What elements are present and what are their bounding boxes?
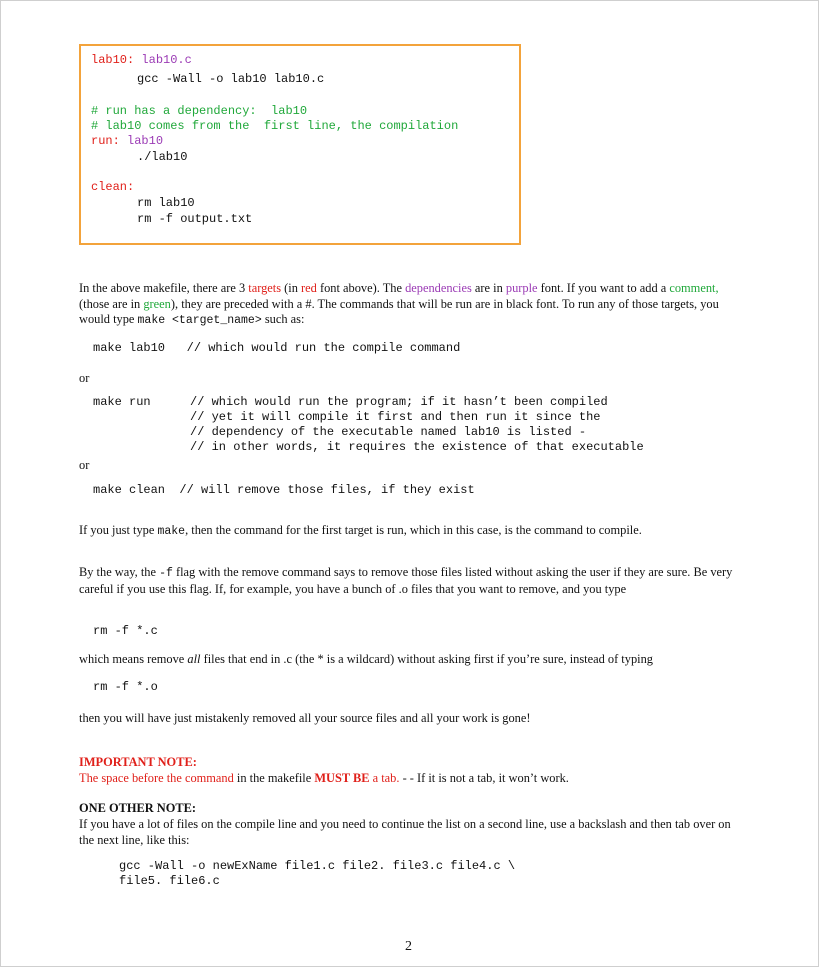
target-clean: clean: [91, 180, 135, 194]
inline-code: make [157, 525, 186, 538]
makefile-comment-1 [91, 104, 307, 119]
makefile-clean-command-2: rm -f output.txt [137, 212, 253, 226]
important-note-heading: IMPORTANT NOTE: [79, 755, 197, 769]
text: which means remove [79, 652, 188, 666]
makefile-run-line [91, 134, 163, 149]
code-comment: // will remove those files, if they exist [179, 483, 475, 497]
command: make lab10 [93, 341, 166, 355]
makefile-clean-command-1: rm lab10 [137, 196, 195, 210]
run-comment-3: // dependency of the executable named lab10 is listed - [190, 425, 587, 439]
comment-text: # run has a dependency: [91, 104, 257, 118]
target-lab10: lab10: [91, 53, 135, 67]
inline-code: make <target_name> [137, 314, 262, 327]
text: are in [471, 281, 506, 295]
dependency-lab10: lab10 [127, 134, 164, 148]
text: , then the command for the first target is run, which in this case, is the command to compile. [185, 523, 642, 537]
mistake-paragraph: then you will have just mistakenly removed all your source files and all your work is gone! [79, 711, 531, 725]
gcc-continuation-line-1: gcc -Wall -o newExName file1.c file2. file3.c file4.c \ [119, 859, 516, 873]
example-make-run: make run [93, 395, 151, 409]
wildcard-paragraph [79, 652, 747, 668]
code-comment: // which would run the compile command [186, 341, 461, 355]
target-run: run: [91, 134, 120, 148]
text: - - If it is not a tab, it won’t work. [399, 771, 569, 785]
command: make clean [93, 483, 166, 497]
flag-paragraph [79, 565, 747, 597]
rm-c-example: rm -f *.c [93, 624, 158, 638]
page-number: 2 [405, 939, 412, 954]
text: If you just type [79, 523, 158, 537]
text: The space before the command [79, 771, 234, 785]
text: dependencies [405, 281, 472, 295]
text: In the above makefile, there are 3 [79, 281, 249, 295]
text: (those are in [79, 296, 144, 311]
or-separator-1: or [79, 371, 90, 385]
comment-text: # lab10 comes from the [91, 119, 250, 133]
text: targets [248, 281, 282, 295]
other-note-text: If you have a lot of files on the compile line and you need to continue the list on a second line, use a backslash and then tab over on the next line, like this: [79, 817, 731, 847]
text: comment, [669, 281, 719, 295]
text: font. If you want to add a [537, 281, 670, 295]
run-comment-1: // which would run the program; if it hasn’t been compiled [190, 395, 608, 409]
emphasis: all [187, 652, 201, 666]
text: files that end in .c (the * is a wildcard) without asking first if you’re sure, instead of typing [200, 652, 653, 666]
dependency-lab10c: lab10.c [141, 53, 192, 67]
make-default-paragraph [79, 523, 747, 540]
important-note-text [79, 771, 747, 787]
text: green [143, 296, 171, 311]
makefile-compile-command: gcc -Wall -o lab10 lab10.c [137, 72, 325, 86]
makefile-line-1 [91, 53, 192, 68]
run-comment-4: // in other words, it requires the existence of that executable [190, 440, 644, 454]
text: purple [505, 281, 538, 295]
comment-text: lab10 [271, 104, 308, 118]
intro-paragraph [79, 281, 747, 329]
text: font above). The [316, 281, 406, 295]
example-make-clean [93, 483, 475, 498]
or-separator-2: or [79, 458, 90, 472]
text: in the makefile [233, 771, 315, 785]
text: flag with the remove command says to remove those files listed without asking the user if they are sure. Be very careful if you use this flag. If, for example, you have a bunch of .o files that you want to remove, and you type [79, 565, 733, 596]
makefile-comment-2 [91, 119, 458, 134]
rm-o-example: rm -f *.o [93, 680, 158, 694]
text: MUST BE [314, 771, 370, 785]
text: (in [281, 281, 302, 295]
comment-text: first line, the compilation [263, 119, 459, 133]
other-note-heading: ONE OTHER NOTE: [79, 801, 197, 815]
gcc-continuation-line-2: file5. file6.c [119, 874, 220, 888]
text: red [301, 281, 317, 295]
makefile-run-command: ./lab10 [137, 150, 188, 164]
text: ), they are preceded with a #. The commands that will be run are in black font. To run any of those targets, you would type [79, 296, 719, 326]
text: such as: [261, 312, 305, 326]
example-make-lab10 [93, 341, 460, 356]
run-comment-2: // yet it will compile it first and then run it since the [190, 410, 601, 424]
text: a tab. [369, 771, 400, 785]
text: By the way, the [79, 565, 160, 579]
inline-code: -f [159, 567, 173, 580]
